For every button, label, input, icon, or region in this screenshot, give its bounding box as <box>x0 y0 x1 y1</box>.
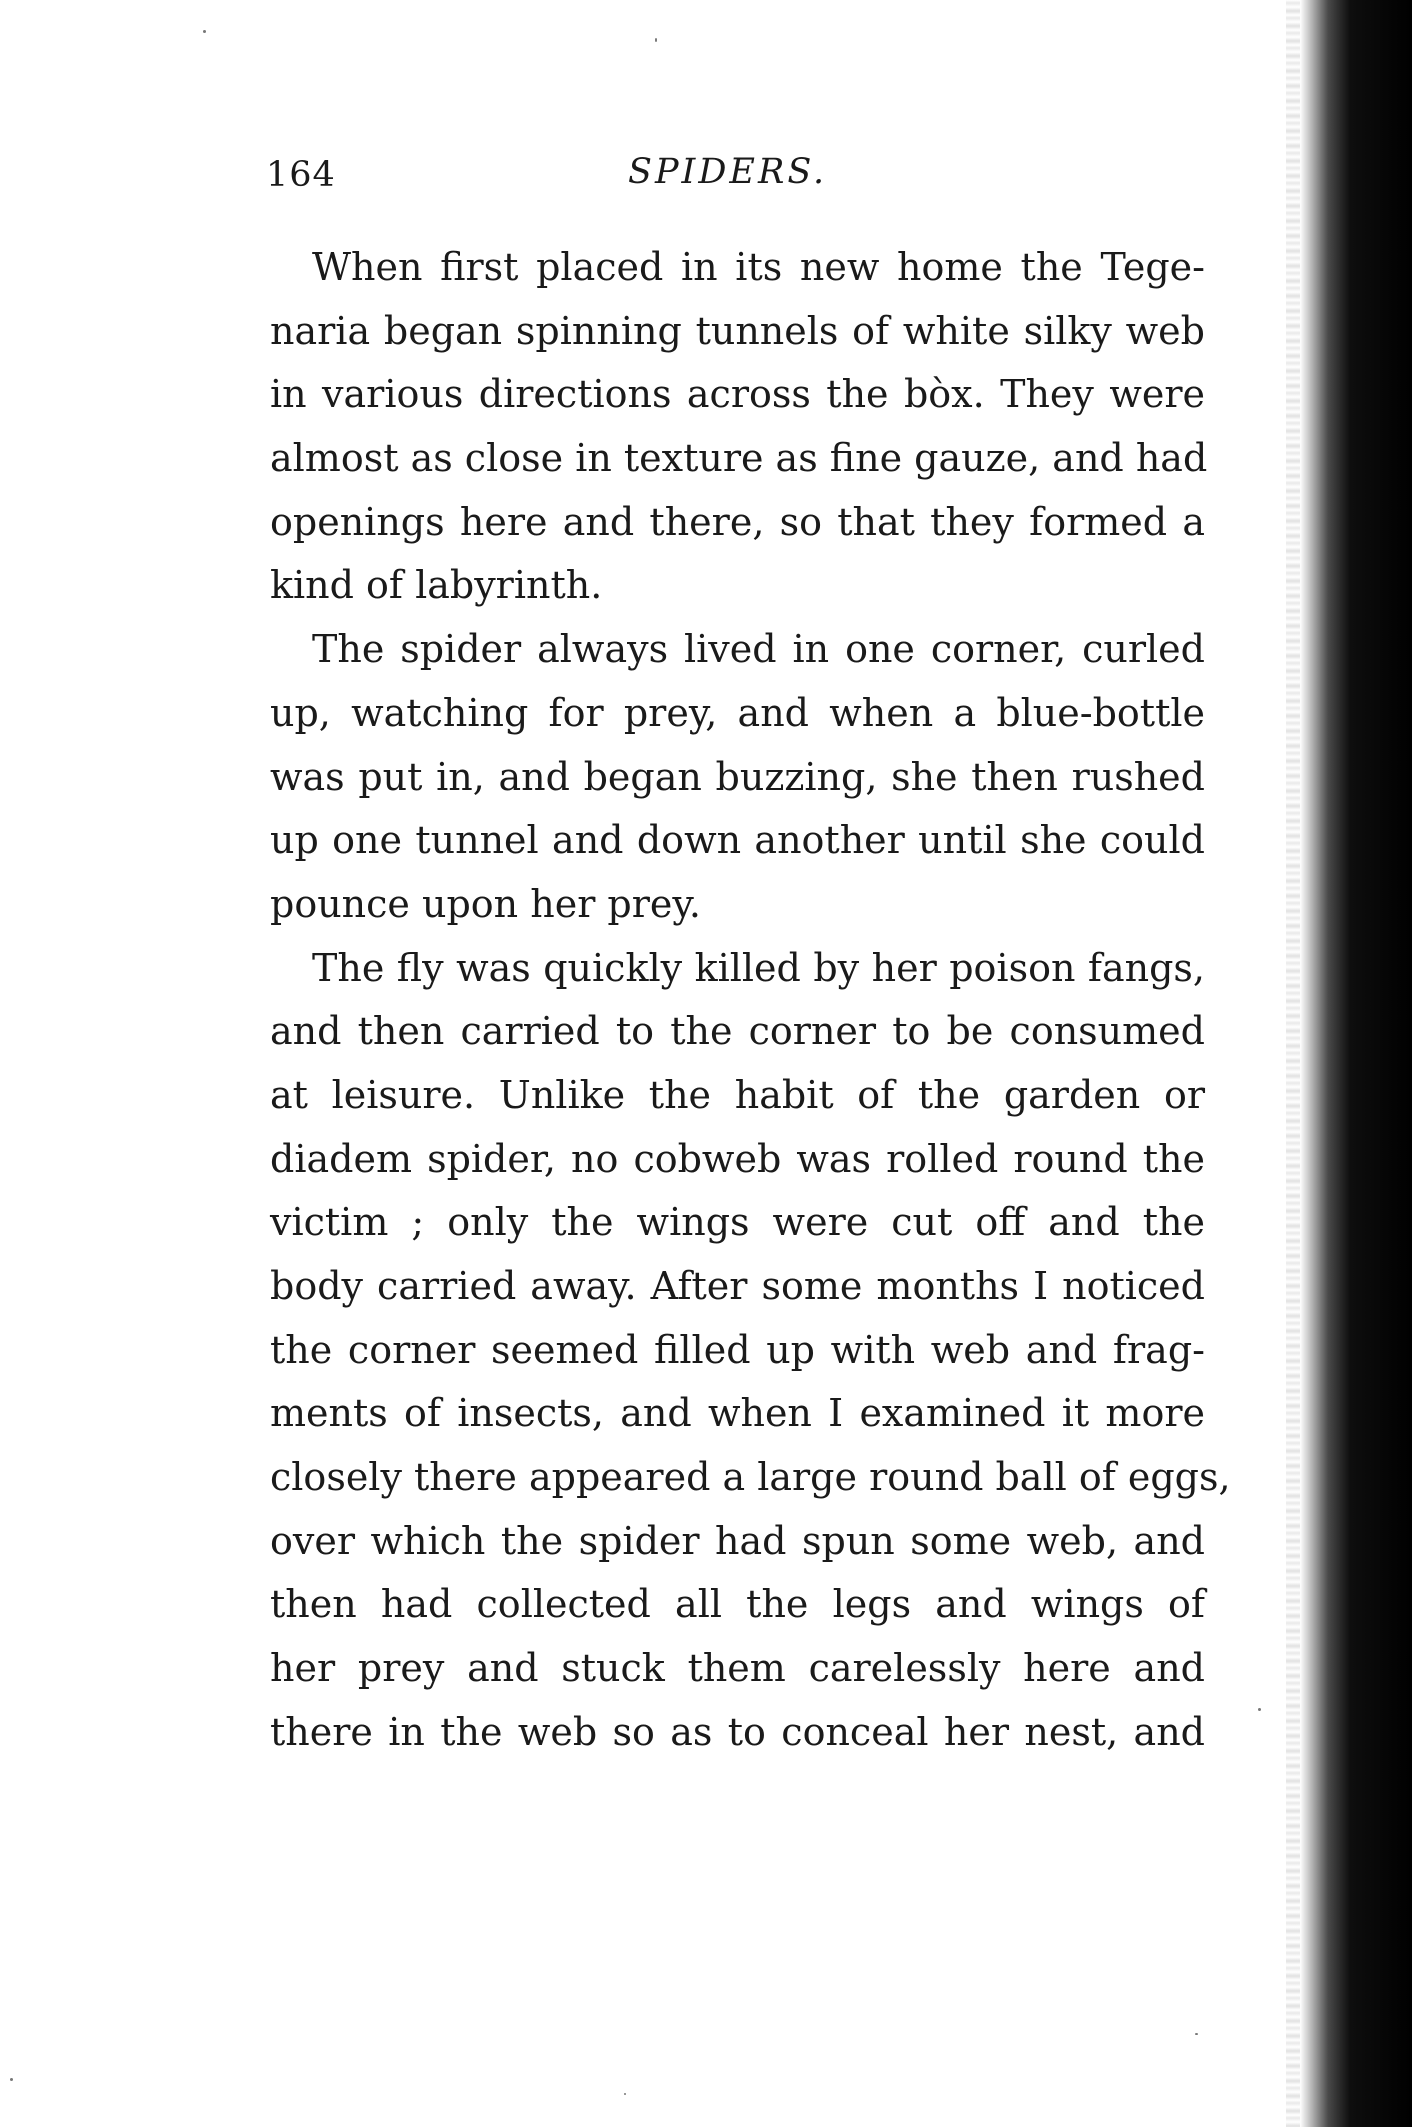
text-line: the corner seemed filled up with web and frag- <box>270 1327 1205 1372</box>
text-line: at leisure. Unlike the habit of the garden or <box>270 1072 1205 1117</box>
text-line: diadem spider, no cobweb was rolled round the <box>270 1136 1205 1181</box>
text-line: pounce upon her prey. <box>270 881 701 926</box>
text-line: The spider always lived in one corner, curled <box>312 627 1205 672</box>
paragraph <box>270 236 1208 618</box>
paper-speck <box>624 2093 626 2095</box>
paper-speck <box>10 2078 13 2081</box>
text-line: naria began spinning tunnels of white silky web <box>270 308 1205 353</box>
text-line: openings here and there, so that they formed a <box>270 499 1205 544</box>
text-line: and then carried to the corner to be consumed <box>270 1009 1205 1054</box>
paragraph <box>270 618 1205 936</box>
page-edge-shadow <box>1286 0 1300 2127</box>
text-line: almost as close in texture as fine gauze, and had <box>270 436 1208 481</box>
text-line: body carried away. After some months I noticed <box>270 1264 1205 1308</box>
text-line: over which the spider had spun some web, and <box>270 1518 1205 1563</box>
text-line: The fly was quickly killed by her poison fangs, <box>312 945 1205 990</box>
paper-speck <box>655 38 657 42</box>
paper-speck <box>203 30 206 33</box>
text-line: closely there appeared a large round ball of eggs, <box>270 1455 1231 1500</box>
paper-speck <box>1258 1708 1261 1711</box>
text-line: kind of labyrinth. <box>270 563 603 608</box>
paragraph <box>270 937 1231 1765</box>
text-line: there in the web so as to conceal her nest, and <box>270 1709 1205 1754</box>
text-line: When first placed in its new home the Tege- <box>312 245 1205 289</box>
page-number: 164 <box>266 155 336 195</box>
binding-gutter <box>1300 0 1412 2127</box>
text-line: her prey and stuck them carelessly here and <box>270 1646 1205 1691</box>
body-text <box>270 236 1231 1765</box>
text-line: was put in, and began buzzing, she then rushed <box>270 754 1205 799</box>
text-line: up, watching for prey, and when a blue-bottle <box>270 690 1205 735</box>
text-line: then had collected all the legs and wings of <box>270 1582 1205 1627</box>
text-line: ments of insects, and when I examined it more <box>270 1391 1205 1436</box>
running-title: SPIDERS. <box>628 152 828 192</box>
text-line: up one tunnel and down another until she could <box>270 818 1205 863</box>
text-line: victim ; only the wings were cut off and the <box>270 1200 1205 1245</box>
paper-speck <box>1195 2033 1198 2035</box>
text-line: in various directions across the bòx. They were <box>270 372 1205 417</box>
